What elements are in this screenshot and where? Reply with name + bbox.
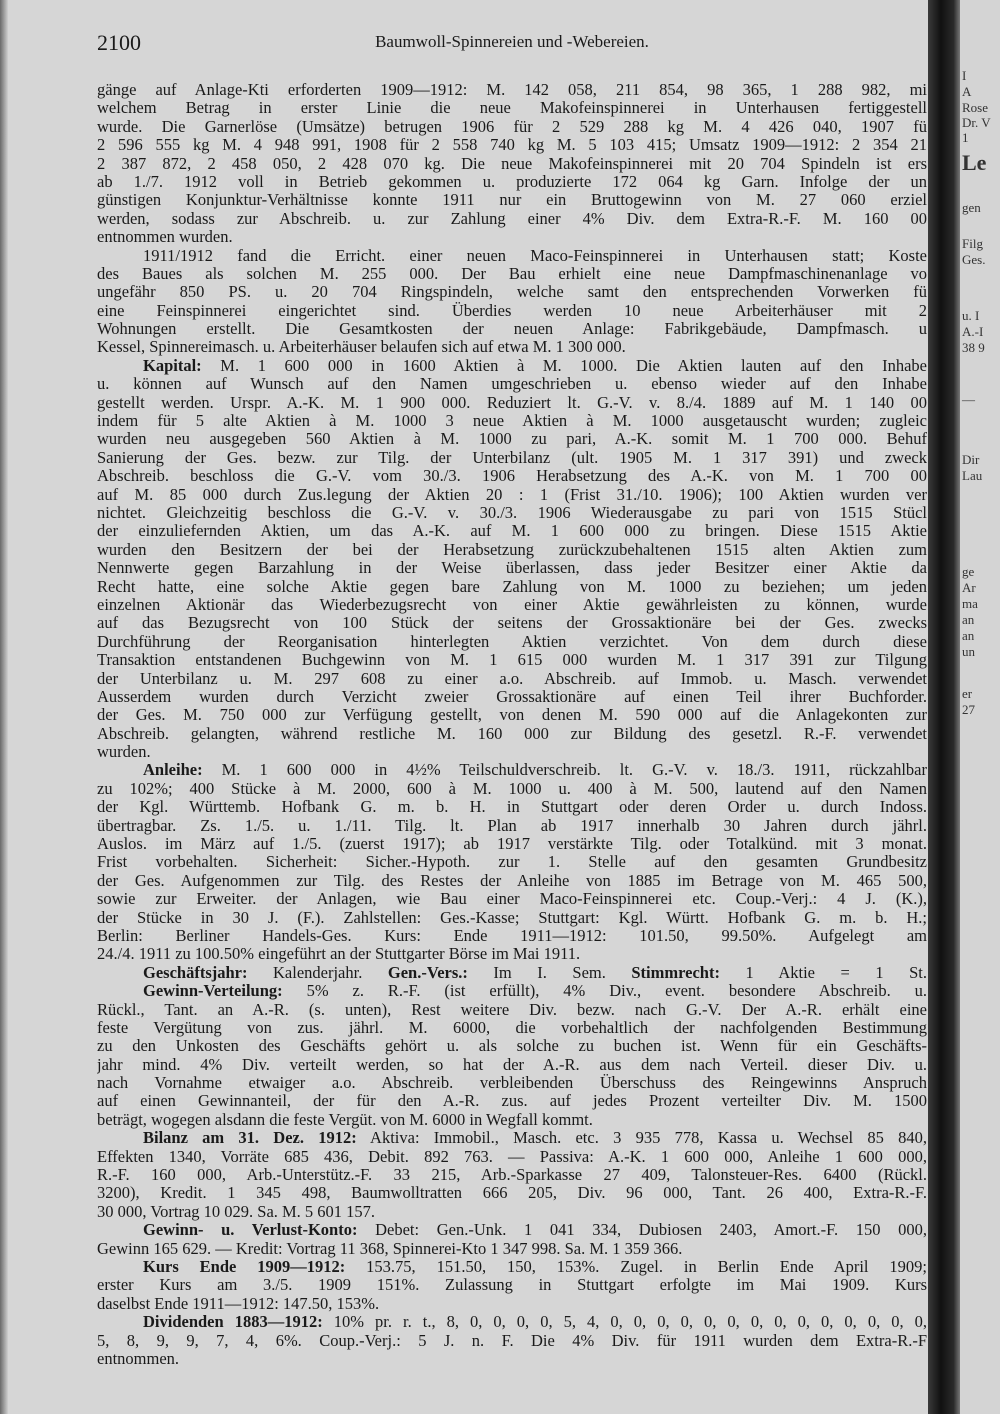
text-line	[97, 522, 927, 540]
line-text: Abschreib. beschloss die G.-V. vom 30./3. 1906 Herabsetzung des A.-K. von M. 1 700 00	[97, 467, 927, 486]
text-line	[97, 633, 927, 651]
adjacent-page-fragment: —	[962, 392, 975, 407]
adjacent-page-fragment: ma	[962, 596, 978, 611]
line-text: der Ges. Aufgenommen zur Tilg. des Restes der Anleihe von 1885 im Betrage von M. 465 500,	[97, 871, 927, 890]
text-line	[97, 743, 927, 761]
line-text: nichtet. Gleichzeitig beschloss die G.-V. v. 30./3. 1906 Wiederausgabe zu pari von 1515 Stücl	[97, 503, 927, 522]
text-line	[97, 1313, 927, 1331]
text-line	[97, 467, 927, 485]
text-line	[97, 1295, 927, 1313]
adjacent-page-fragment: Le	[962, 150, 987, 175]
text-line	[97, 357, 927, 375]
line-text: Durchführung der Reorganisation hinterlegten Aktien verzichtet. Von dem durch diese	[97, 632, 927, 651]
adjacent-page-fragment: Lau	[962, 468, 983, 483]
text-line	[97, 1111, 927, 1129]
line-text: 5% z. R.-F. (ist erfüllt), 4% Div., event. besondere Abschreib. u.	[282, 982, 927, 1001]
text-line	[97, 338, 927, 356]
text-line	[97, 798, 927, 816]
adjacent-page-fragment: u. I	[962, 308, 980, 323]
text-line	[97, 853, 927, 871]
line-text: des Baues als solchen M. 255 000. Der Bau erhielt eine neue Dampfmaschinenanlage vo	[97, 264, 927, 283]
line-text: wurden.	[97, 743, 151, 762]
line-text: gestellt werden. Urspr. A.-K. M. 1 900 000. Reduziert lt. G.-V. v. 8./4. 1889 auf M. 1 140 00	[97, 393, 927, 412]
text-line	[97, 780, 927, 798]
line-text: der Ges. M. 750 000 zur Verfügung gestellt, von denen M. 590 000 auf die Anlagekonten zur	[97, 706, 927, 725]
text-line	[97, 1203, 927, 1221]
line-text: Sanierung der Ges. bezw. zur Tilg. der Unterbilanz (ult. 1905 M. 1 317 391) und zweck	[97, 448, 927, 467]
line-text: der Kgl. Württemb. Hofbank G. m. b. H. in Stuttgart oder deren Order u. durch Indoss.	[97, 798, 927, 817]
line-text: Debet: Gen.-Unk. 1 041 334, Dubiosen 2403, Amort.-F. 150 000,	[357, 1221, 927, 1240]
line-text: indem für 5 alte Aktien à M. 1000 3 neue Aktien à M. 1000 ausgetauscht wurden; zugleic	[97, 412, 927, 431]
adjacent-page-fragment: Dir	[962, 452, 980, 467]
line-text: wurden neu ausgegeben 560 Aktien à M. 1000 zu pari, A.-K. somit M. 1 700 000. Behuf	[97, 430, 927, 449]
text-line	[97, 1184, 927, 1202]
line-text: Frist vorbehalten. Sicherheit: Sicher.-Hypoth. zur 1. Stelle auf den gesamten Grundbesitz	[97, 853, 927, 872]
text-line	[97, 927, 927, 945]
section-heading: Geschäftsjahr:	[143, 963, 248, 982]
line-text: Transaktion entstandenen Buchgewinn von M. 1 615 000 wurden M. 1 317 391 zur Tilgung	[97, 651, 927, 670]
text-line	[97, 210, 927, 228]
line-text: M. 1 600 000 in 4½% Teilschuldverschreib. lt. G.-V. v. 18./3. 1911, rückzahlbar	[202, 761, 927, 780]
adjacent-page-fragment: A.-I	[962, 324, 984, 339]
line-text: Recht hatte, eine solche Aktie gegen bare Zahlung von M. 1000 zu beziehen; um jeden	[97, 577, 927, 596]
text-line	[97, 486, 927, 504]
text-line	[97, 99, 927, 117]
adjacent-page-fragment: Filg	[962, 236, 983, 251]
line-text: jahr mind. 4% Div. verteilt werden, so hat der A.-R. aus dem nach Verteil. dieser Div. u.	[97, 1055, 927, 1074]
line-text: Aktiva: Immobil., Masch. etc. 3 935 778, Kassa u. Wechsel 85 840,	[356, 1129, 927, 1148]
section-heading: Dividenden 1883—1912:	[143, 1313, 323, 1332]
text-line	[97, 155, 927, 173]
text-line	[97, 265, 927, 283]
line-text: 24./4. 1911 zu 100.50% eingeführt an der Stuttgarter Börse im Mai 1911.	[97, 945, 581, 964]
text-line	[97, 725, 927, 743]
line-text: Im I. Sem.	[467, 963, 632, 982]
line-text: feste Vergütung von zus. jährl. M. 6000, die vorbehaltlich der nachfolgenden Bestimmung	[97, 1018, 927, 1037]
adjacent-page	[960, 0, 1000, 1414]
text-line	[97, 1019, 927, 1037]
text-line	[97, 1350, 927, 1368]
adjacent-page-fragment: gen	[962, 200, 981, 215]
adjacent-page-fragment: an	[962, 612, 975, 627]
line-text: eine Feinspinnerei eingerichtet sind. Überdies werden 10 neue Arbeiterhäuser mit 2	[97, 301, 927, 320]
line-text: Abschreib. gelangten, während restliche M. 160 000 zur Bildung des gesetzl. R.-F. verwendet	[97, 724, 927, 743]
text-line	[97, 909, 927, 927]
adjacent-page-fragment: Rose	[962, 100, 988, 115]
text-line	[97, 835, 927, 853]
line-text: werden, sodass zur Abschreib. u. zur Zahlung einer 4% Div. dem Extra-R.-F. M. 160 00	[97, 209, 927, 228]
text-line	[97, 504, 927, 522]
line-text: Ausserdem wurden durch Verzicht zweier Grossaktionäre auf einen Teil ihrer Buchforder.	[97, 687, 927, 706]
adjacent-page-fragment: 38 9	[962, 340, 985, 355]
text-line	[97, 761, 927, 779]
line-text: Berlin: Berliner Handels-Ges. Kurs: Ende 1911—1912: 101.50, 99.50%. Aufgelegt am	[97, 926, 927, 945]
line-text: einzelnen Aktionär das Wiederbezugsrecht von einer Aktie gewährleisten zu können, wurde	[97, 595, 927, 614]
line-text: 10% pr. r. t., 8, 0, 0, 0, 0, 5, 4, 0, 0, 0, 0, 0, 0, 0, 0, 0, 0, 0, 0, 0, 0,	[322, 1313, 927, 1332]
page-title: Baumwoll-Spinnereien und -Webereien.	[375, 32, 649, 51]
line-text: auf das Bezugsrecht von 100 Stück der seitens der Grossaktionäre bei der Ges. zwecks	[97, 614, 927, 633]
text-line	[97, 596, 927, 614]
section-heading: Kapital:	[143, 356, 202, 375]
text-line	[97, 1092, 927, 1110]
line-text: 1 Aktie = 1 St.	[719, 963, 927, 982]
text-line	[97, 688, 927, 706]
text-line	[97, 430, 927, 448]
line-text: Effekten 1340, Vorräte 685 436, Debit. 892 763. — Passiva: A.-K. 1 600 000, Anleihe 1 600 000,	[97, 1147, 927, 1166]
line-text: Kalenderjahr.	[247, 963, 388, 982]
line-text: der Unterbilanz u. M. 297 608 zu einer a.o. Abschreib. auf Immob. u. Masch. verwendet	[97, 669, 927, 688]
text-line	[97, 1276, 927, 1294]
text-line	[97, 449, 927, 467]
text-line	[97, 559, 927, 577]
text-line	[97, 1332, 927, 1350]
text-line	[97, 1074, 927, 1092]
adjacent-page-fragment: un	[962, 644, 975, 659]
line-text: R.-F. 160 000, Arb.-Unterstütz.-F. 33 215, Arb.-Sparkasse 27 409, Talonsteuer-Res. 6400 (Rückl.	[97, 1166, 927, 1185]
line-text: Gewinn 165 629. — Kredit: Vortrag 11 368, Spinnerei-Kto 1 347 998. Sa. M. 1 359 366.	[97, 1239, 683, 1258]
text-line	[97, 247, 927, 265]
line-text: erster Kurs am 3./5. 1909 151%. Zulassung in Stuttgart erfolgte im Mai 1909. Kurs	[97, 1276, 927, 1295]
line-text: der Stücke in 30 J. (F.). Zahlstellen: Ges.-Kasse; Stuttgart: Kgl. Württ. Hofbank G. m. b. H.;	[97, 908, 927, 927]
page-edge-shadow	[0, 0, 8, 1414]
line-text: wurden den Besitzern der bei der Herabsetzung zurückzubehaltenen 1515 alten Aktien zum	[97, 540, 927, 559]
line-text: Rückl., Tant. an A.-R. (s. unten), Rest weitere Div. bezw. nach G.-V. Der A.-R. erhält eine	[97, 1000, 927, 1019]
line-text: übertragbar. Zs. 1./5. u. 1./11. Tilg. lt. Plan ab 1917 innerhalb 30 Jahren durch jährl.	[97, 816, 927, 835]
text-line	[97, 375, 927, 393]
line-text: 2 387 872, 2 458 050, 2 428 070 kg. Die neue Makofeinspinnerei mit 20 704 Spindeln ist ers	[97, 154, 927, 173]
text-line	[97, 1129, 927, 1147]
text-line	[97, 136, 927, 154]
text-line	[97, 1166, 927, 1184]
line-text: ab 1./7. 1912 voll in Betrieb gekommen u. produzierte 172 064 kg Garn. Infolge der un	[97, 172, 927, 191]
text-line	[97, 394, 927, 412]
text-line	[97, 173, 927, 191]
line-text: auf einen Gewinnanteil, der für den A.-R. zus. auf jedes Prozent verteilter Div. M. 1500	[97, 1092, 927, 1111]
text-line	[97, 1221, 927, 1239]
adjacent-page-fragment: ge	[962, 564, 975, 579]
line-text: zu den Unkosten des Geschäfts gehört u. als solche zu buchen ist. Wenn für ein Geschäfts-	[97, 1037, 927, 1056]
line-text: 153.75, 151.50, 150, 153%. Zugel. in Berlin Ende April 1909;	[345, 1258, 927, 1276]
text-line	[97, 706, 927, 724]
section-heading: Anleihe:	[143, 761, 203, 780]
line-text: Kessel, Spinnereimasch. u. Arbeiterhäuser belaufen sich auf etwa M. 1 300 000.	[97, 338, 626, 357]
line-text: Nennwerte gegen Barzahlung in der Weise überlassen, dass jeder Besitzer einer Aktie da	[97, 559, 927, 578]
adjacent-page-fragment: 27	[962, 702, 975, 717]
line-text: auf M. 85 000 durch Zus.legung der Aktien 20 : 1 (Frist 31./10. 1906); 100 Aktien wurden ver	[97, 485, 927, 504]
adjacent-page-fragment: er	[962, 686, 973, 701]
adjacent-page-fragment: an	[962, 628, 975, 643]
line-text: 30 000, Vortrag 10 029. Sa. M. 5 601 157.	[97, 1202, 376, 1221]
line-text: M. 1 600 000 in 1600 Aktien à M. 1000. Die Aktien lauten auf den Inhabe	[201, 356, 927, 375]
text-line	[97, 191, 927, 209]
line-text: 2 596 555 kg M. 4 948 991, 1908 für 2 558 740 kg M. 5 103 415; Umsatz 1909—1912: 2 354 21	[97, 136, 927, 155]
line-text: der einzuliefernden Aktien, um das A.-K. auf M. 1 600 000 zu bringen. Diese 1515 Aktie	[97, 522, 927, 541]
section-heading: Gen.-Vers.:	[387, 963, 468, 982]
text-line	[97, 1240, 927, 1258]
text-line	[97, 945, 927, 963]
text-line	[97, 283, 927, 301]
text-line	[97, 982, 927, 1000]
adjacent-page-fragment: Ar	[962, 580, 976, 595]
binding-gutter	[928, 0, 960, 1414]
text-line	[97, 1258, 927, 1276]
text-line	[97, 651, 927, 669]
line-text: 5, 8, 9, 9, 7, 4, 6%. Coup.-Verj.: 5 J. n. F. Die 4% Div. für 1911 wurden dem Extra-R.-F	[97, 1331, 927, 1350]
text-line	[97, 1001, 927, 1019]
line-text: wurde. Die Garnerlöse (Umsätze) betrugen 1906 für 2 529 288 kg M. 4 426 040, 1907 fü	[97, 117, 927, 136]
line-text: gänge auf Anlage-Kti erforderten 1909—1912: M. 142 058, 211 854, 98 365, 1 288 982, mi	[97, 81, 927, 99]
line-text: daselbst Ende 1911—1912: 147.50, 153%.	[97, 1294, 380, 1313]
section-heading: Stimmrecht:	[631, 963, 720, 982]
line-text: entnommen.	[97, 1349, 180, 1368]
text-line	[97, 320, 927, 338]
section-heading: Bilanz am 31. Dez. 1912:	[143, 1129, 357, 1148]
text-line	[97, 228, 927, 246]
line-text: sowie zur Erweiter. der Anlagen, wie Bau einer Maco-Feinspinnerei etc. Coup.-Verj.: 4 J. (K.),	[97, 890, 927, 909]
line-text: Auslos. im März auf 1./5. (zuerst 1917); ab 1917 verstärkte Tilg. oder Totalkünd. mit 3 monat.	[97, 835, 927, 854]
text-line	[97, 964, 927, 982]
text-line	[97, 118, 927, 136]
line-text: u. können auf Wunsch auf den Namen umgeschrieben u. ebenso wieder auf den Inhabe	[97, 375, 927, 394]
text-line	[97, 412, 927, 430]
text-line	[97, 578, 927, 596]
text-line	[97, 1056, 927, 1074]
section-heading: Gewinn- u. Verlust-Konto:	[143, 1221, 358, 1240]
adjacent-page-fragment: 1	[962, 130, 969, 145]
text-line	[97, 1037, 927, 1055]
adjacent-page-fragment: Dr. V	[962, 115, 991, 130]
line-text: entnommen wurden.	[97, 228, 233, 247]
line-text: zu 102%; 400 Stücke à M. 2000, 600 à M. 1000 u. 400 à M. 500, lautend auf den Namen	[97, 779, 927, 798]
line-text: beträgt, wogegen alsdann die feste Vergüt. von M. 6000 in Wegfall kommt.	[97, 1110, 593, 1129]
section-heading: Gewinn-Verteilung:	[143, 982, 283, 1001]
text-line	[97, 1148, 927, 1166]
text-line	[97, 81, 927, 99]
text-line	[97, 817, 927, 835]
line-text: Wohnungen erstellt. Die Gesamtkosten der neuen Anlage: Fabrikgebäude, Dampfmasch. u	[97, 320, 927, 339]
line-text: welchem Betrag in erster Linie die neue Makofeinspinnerei in Unterhausen fertiggestell	[97, 99, 927, 118]
line-text: günstigen Konjunktur-Verhältnisse konnte 1911 nur ein Bruttogewinn von M. 27 060 erziel	[97, 191, 927, 210]
line-text: 1911/1912 fand die Erricht. einer neuen Maco-Feinspinnerei in Unterhausen statt; Koste	[143, 246, 927, 265]
line-text: ungefähr 850 PS. u. 20 704 Ringspindeln, welche samt den entsprechenden Vorwerken fü	[97, 283, 927, 302]
adjacent-page-fragment: Ges.	[962, 252, 986, 267]
line-text: 3200), Kredit. 1 345 498, Baumwolltratten 666 205, Div. 96 000, Tant. 26 400, Extra-R.-F.	[97, 1184, 927, 1203]
text-line	[97, 614, 927, 632]
text-line	[97, 670, 927, 688]
section-heading: Kurs Ende 1909—1912:	[143, 1258, 346, 1276]
page-number: 2100	[97, 30, 141, 55]
text-line	[97, 872, 927, 890]
text-line	[97, 541, 927, 559]
text-line	[97, 302, 927, 320]
line-text: nach Vornahme etwaiger a.o. Abschreib. verbleibenden Überschuss des Reingewinns Anspruch	[97, 1074, 927, 1093]
text-line	[97, 890, 927, 908]
body-text	[97, 81, 927, 1368]
adjacent-page-fragment: A	[962, 84, 972, 99]
adjacent-page-fragment: I	[962, 68, 967, 83]
